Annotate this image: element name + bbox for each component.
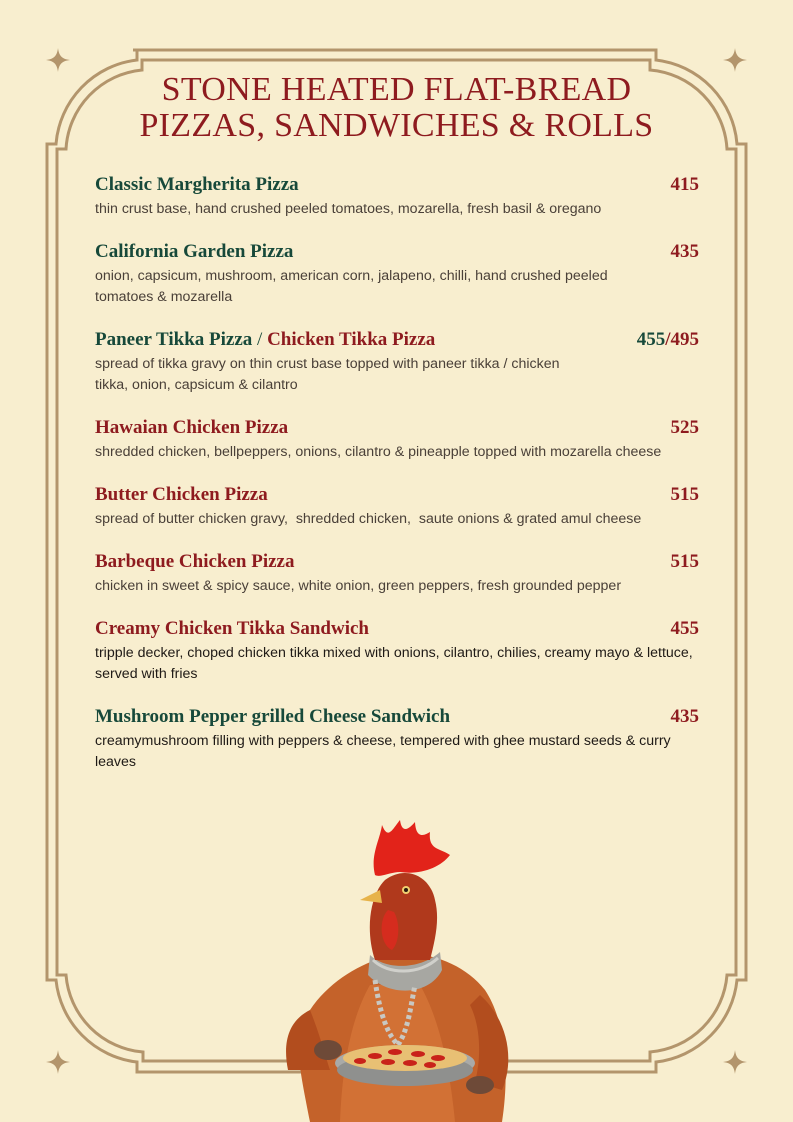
menu-item	[95, 415, 699, 463]
price-separator: /	[665, 329, 671, 350]
item-description: onion, capsicum, mushroom, american corn, jalapeno, chilli, hand crushed peeled tomatoes & mozarella	[95, 268, 608, 305]
item-description: spread of tikka gravy on thin crust base topped with paneer tikka / chicken tikka, onion, capsicum & cilantro	[95, 356, 560, 393]
item-description: tripple decker, choped chicken tikka mixed with onions, cilantro, chilies, creamy mayo & lettuce, served with fries	[95, 645, 693, 682]
item-price: 525	[670, 417, 699, 438]
name-separator: /	[252, 329, 268, 350]
item-description: chicken in sweet & spicy sauce, white onion, green peppers, fresh grounded pepper	[95, 578, 622, 594]
item-name: Butter Chicken Pizza	[95, 484, 268, 505]
page-title	[0, 72, 793, 144]
sparkle-star-icon	[723, 1050, 747, 1074]
item-name-veg: Paneer Tikka Pizza	[95, 329, 253, 350]
item-price-nonveg: 495	[670, 329, 699, 350]
item-name: California Garden Pizza	[95, 241, 294, 262]
rooster-chef-holding-pizza-icon	[270, 820, 530, 1122]
item-price: 435	[670, 706, 699, 727]
menu-item	[95, 704, 699, 773]
sparkle-star-icon	[46, 1050, 70, 1074]
menu-item	[95, 172, 699, 220]
item-description: creamymushroom filling with peppers & cheese, tempered with ghee mustard seeds & curry leaves	[95, 733, 671, 770]
menu-item	[95, 327, 699, 396]
title-line-1: STONE HEATED FLAT-BREAD	[161, 71, 632, 108]
item-name-nonveg: Chicken Tikka Pizza	[267, 329, 436, 350]
sparkle-star-icon	[723, 48, 747, 72]
item-name: Mushroom Pepper grilled Cheese Sandwich	[95, 706, 451, 727]
item-price: 515	[670, 484, 699, 505]
item-name: Barbeque Chicken Pizza	[95, 551, 295, 572]
menu-list	[95, 172, 699, 792]
menu-item	[95, 239, 699, 308]
item-price: 515	[670, 551, 699, 572]
item-name: Creamy Chicken Tikka Sandwich	[95, 618, 369, 639]
item-price-veg: 455	[636, 329, 666, 350]
title-line-2: PIZZAS, SANDWICHES & ROLLS	[139, 107, 654, 144]
menu-item	[95, 549, 699, 597]
item-description: thin crust base, hand crushed peeled tomatoes, mozarella, fresh basil & oregano	[95, 201, 602, 217]
item-price: 415	[670, 174, 699, 195]
sparkle-star-icon	[46, 48, 70, 72]
item-name: Classic Margherita Pizza	[95, 174, 299, 195]
item-description: spread of butter chicken gravy, shredded chicken, saute onions & grated amul cheese	[95, 511, 642, 527]
item-name: Hawaian Chicken Pizza	[95, 417, 289, 438]
item-description: shredded chicken, bellpeppers, onions, cilantro & pineapple topped with mozarella cheese	[95, 444, 662, 460]
menu-item	[95, 616, 699, 685]
item-price: 435	[670, 241, 699, 262]
item-price: 455	[670, 618, 699, 639]
menu-item	[95, 482, 699, 530]
